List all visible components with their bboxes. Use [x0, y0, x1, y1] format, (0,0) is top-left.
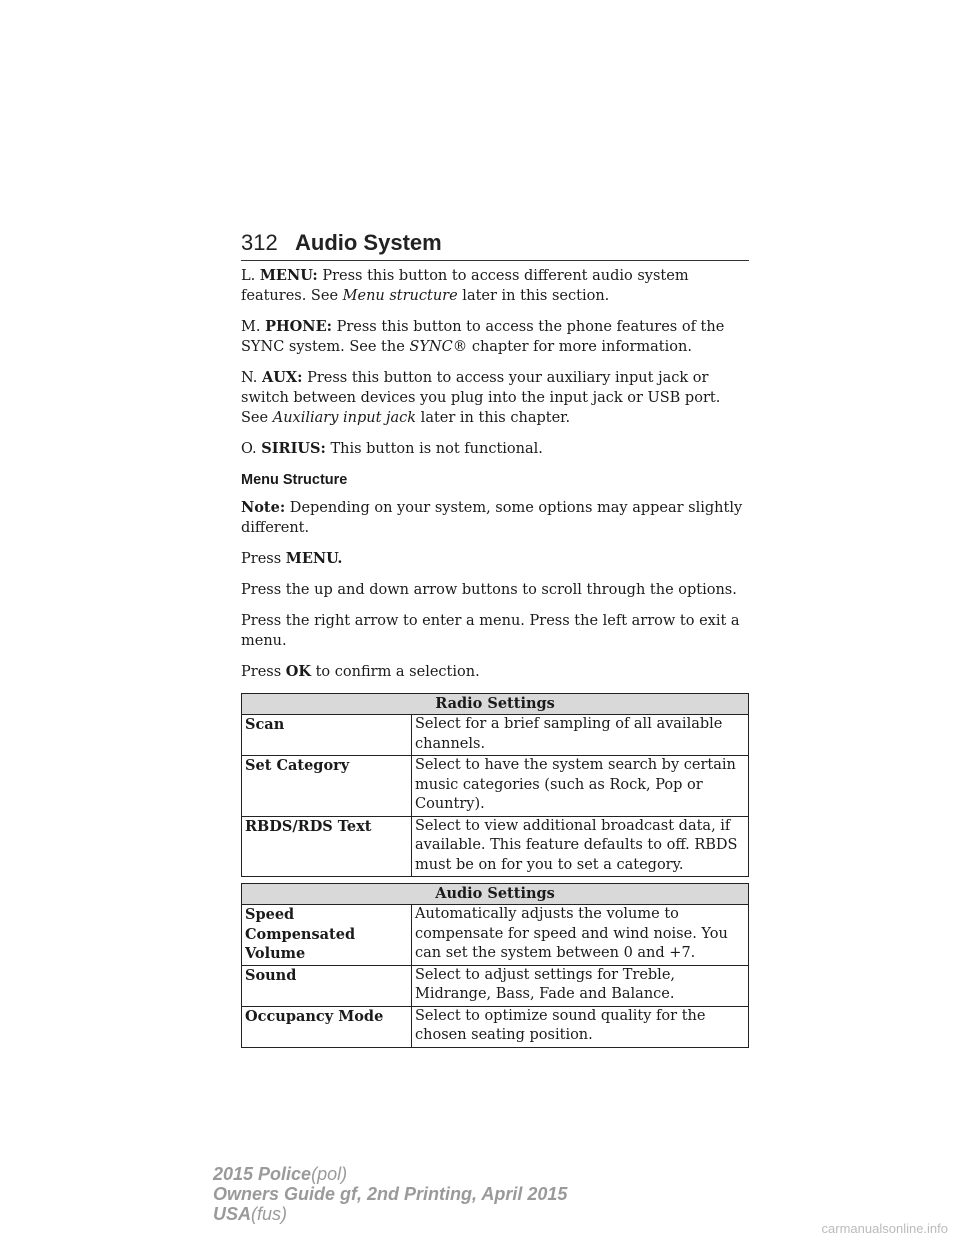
- button-name: AUX:: [261, 369, 303, 386]
- cross-reference: SYNC®: [409, 339, 468, 355]
- setting-description: Select to adjust settings for Treble, Midrange, Bass, Fade and Balance.: [412, 965, 749, 1006]
- button-text: later in this chapter.: [416, 410, 571, 426]
- instruction-text: Press: [241, 551, 286, 567]
- setting-term: Scan: [242, 715, 412, 756]
- menu-structure-heading: Menu Structure: [241, 472, 348, 488]
- table-row: [242, 1006, 749, 1047]
- setting-description: Select for a brief sampling of all available channels.: [412, 715, 749, 756]
- footer-line: [213, 1184, 567, 1204]
- enter-exit-paragraph: Press the right arrow to enter a menu. Press the left arrow to exit a menu.: [241, 613, 740, 649]
- note-label: Note:: [241, 499, 286, 516]
- item-prefix: M.: [241, 319, 261, 335]
- item-prefix: O.: [241, 441, 257, 457]
- button-name: PHONE:: [265, 318, 332, 335]
- instruction-text: Press: [241, 664, 286, 680]
- table-row: [242, 715, 749, 756]
- button-desc-sirius: [241, 439, 749, 459]
- table-row: [242, 965, 749, 1006]
- note-paragraph: [241, 498, 749, 538]
- setting-description: Select to have the system search by certain music categories (such as Rock, Pop or Country).: [412, 756, 749, 817]
- button-text: Press this button to access different audio system features. See: [241, 268, 689, 304]
- button-desc-phone: [241, 317, 749, 357]
- cross-reference: Auxiliary input jack: [272, 410, 417, 426]
- footer-code: (fus): [251, 1204, 288, 1224]
- document-footer: [213, 1164, 567, 1224]
- table-row: [242, 756, 749, 817]
- page-number: 312: [241, 230, 278, 255]
- footer-code: (pol): [311, 1164, 348, 1184]
- setting-description: Select to optimize sound quality for the chosen seating position.: [412, 1006, 749, 1047]
- button-text: This button is not functional.: [330, 441, 543, 457]
- item-prefix: N.: [241, 370, 258, 386]
- header-divider: [241, 260, 749, 261]
- button-text: chapter for more information.: [467, 339, 692, 355]
- table-title: Audio Settings: [242, 884, 749, 905]
- watermark: carmanualsonline.info: [821, 1221, 948, 1236]
- setting-term: Set Category: [242, 756, 412, 817]
- button-text: Press this button to access the phone features of the SYNC system. See the: [241, 319, 725, 355]
- page-header: [241, 228, 749, 262]
- radio-settings-table: [241, 693, 749, 877]
- confirm-paragraph: [241, 662, 749, 682]
- table-title: Radio Settings: [242, 694, 749, 715]
- section-title: Audio System: [295, 230, 442, 255]
- table-row: [242, 905, 749, 966]
- button-text: later in this section.: [457, 288, 610, 304]
- setting-term: Sound: [242, 965, 412, 1006]
- key-name: OK: [285, 663, 311, 680]
- footer-line: [213, 1164, 567, 1184]
- cross-reference: Menu structure: [342, 288, 458, 304]
- footer-model: 2015 Police: [213, 1164, 312, 1184]
- item-prefix: L.: [241, 268, 256, 284]
- setting-term: RBDS/RDS Text: [242, 816, 412, 877]
- instruction-text: to confirm a selection.: [311, 664, 480, 680]
- button-name: SIRIUS:: [261, 440, 326, 457]
- note-text: Depending on your system, some options may appear slightly different.: [241, 500, 743, 536]
- button-desc-menu: [241, 266, 749, 306]
- audio-settings-table: [241, 883, 749, 1048]
- footer-market: USA: [213, 1204, 252, 1224]
- scroll-paragraph: Press the up and down arrow buttons to scroll through the options.: [241, 582, 737, 598]
- setting-description: Select to view additional broadcast data, if available. This feature defaults to off. RBDS must be on for you to set a category.: [412, 816, 749, 877]
- setting-term: Speed Compensated Volume: [242, 905, 412, 966]
- setting-description: Automatically adjusts the volume to compensate for speed and wind noise. You can set the system between 0 and +7.: [412, 905, 749, 966]
- button-desc-aux: [241, 368, 749, 428]
- footer-line: [213, 1204, 567, 1224]
- footer-edition: Owners Guide gf, 2nd Printing, April 2015: [213, 1184, 568, 1204]
- press-menu-paragraph: [241, 549, 749, 569]
- button-text: Press this button to access your auxiliary input jack or switch between devices you plug into the input jack or USB port. See: [241, 370, 721, 426]
- table-row: [242, 816, 749, 877]
- button-name: MENU:: [259, 267, 318, 284]
- page-body: [241, 266, 749, 1054]
- setting-term: Occupancy Mode: [242, 1006, 412, 1047]
- key-name: MENU.: [285, 550, 343, 567]
